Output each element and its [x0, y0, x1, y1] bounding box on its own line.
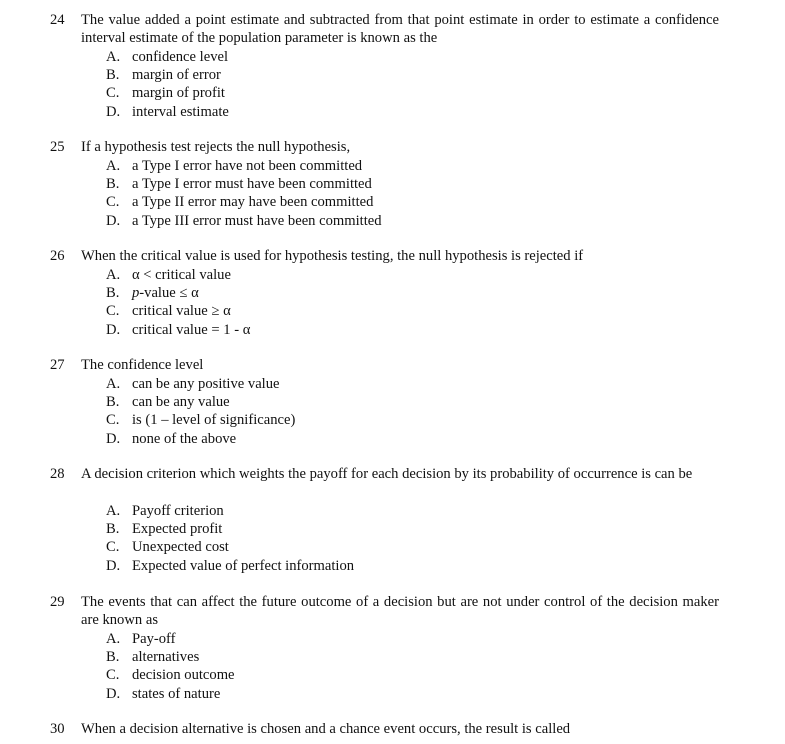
option-d: D. interval estimate [106, 103, 229, 120]
question-number: 24 [50, 12, 65, 28]
option-a: A. Pay-off [106, 631, 176, 647]
option-list [106, 48, 229, 121]
question-text: If a hypothesis test rejects the null hypothesis, [81, 139, 351, 155]
option-a: A. a Type I error have not been committed [106, 158, 363, 174]
question-number: 27 [50, 357, 65, 373]
question-number: 25 [50, 139, 65, 155]
option-a: A. Payoff criterion [106, 503, 224, 519]
question-text: When a decision alternative is chosen and a chance event occurs, the result is called [81, 721, 571, 737]
option-list [106, 502, 354, 575]
question-number: 28 [50, 466, 65, 482]
option-d: D. none of the above [106, 430, 237, 447]
option-d: D. states of nature [106, 685, 221, 702]
option-b: B. a Type I error must have been committed [106, 176, 372, 193]
option-a: A. can be any positive value [106, 376, 280, 392]
option-d: D. a Type III error must have been committed [106, 212, 382, 229]
option-d: D. critical value = 1 - α [106, 321, 251, 338]
option-c: C. a Type II error may have been committed [106, 194, 374, 211]
option-d: D. Expected value of perfect information [106, 557, 355, 574]
option-b: B. can be any value [106, 394, 230, 411]
question-text: The events that can affect the future outcome of a decision but are not under control of the decision maker are known as [81, 594, 719, 629]
option-c: C. Unexpected cost [106, 539, 229, 556]
option-list [106, 630, 235, 703]
option-a: A. α < critical value [106, 267, 231, 283]
question-text: A decision criterion which weights the payoff for each decision by its probability of occurrence is can be [81, 466, 693, 482]
question-text: The value added a point estimate and subtracted from that point estimate in order to estimate a confidence interval estimate of the population parameter is known as the [81, 12, 719, 47]
option-c: C. decision outcome [106, 667, 235, 684]
option-b: B. Expected profit [106, 521, 223, 538]
option-list [106, 375, 295, 448]
question-number: 29 [50, 594, 65, 610]
option-list [106, 266, 250, 339]
question-number: 30 [50, 721, 65, 737]
option-a: A. confidence level [106, 49, 229, 65]
option-c: C. critical value ≥ α [106, 303, 231, 320]
question-number: 26 [50, 248, 65, 264]
option-c: C. margin of profit [106, 85, 225, 102]
question-text: When the critical value is used for hypothesis testing, the null hypothesis is rejected if [81, 248, 584, 264]
option-b: B. alternatives [106, 649, 200, 666]
option-b: B. p-value ≤ α [106, 285, 199, 302]
option-c: C. is (1 – level of significance) [106, 412, 296, 429]
option-b: B. margin of error [106, 67, 221, 84]
option-list [106, 157, 382, 230]
question-text: The confidence level [81, 357, 204, 373]
